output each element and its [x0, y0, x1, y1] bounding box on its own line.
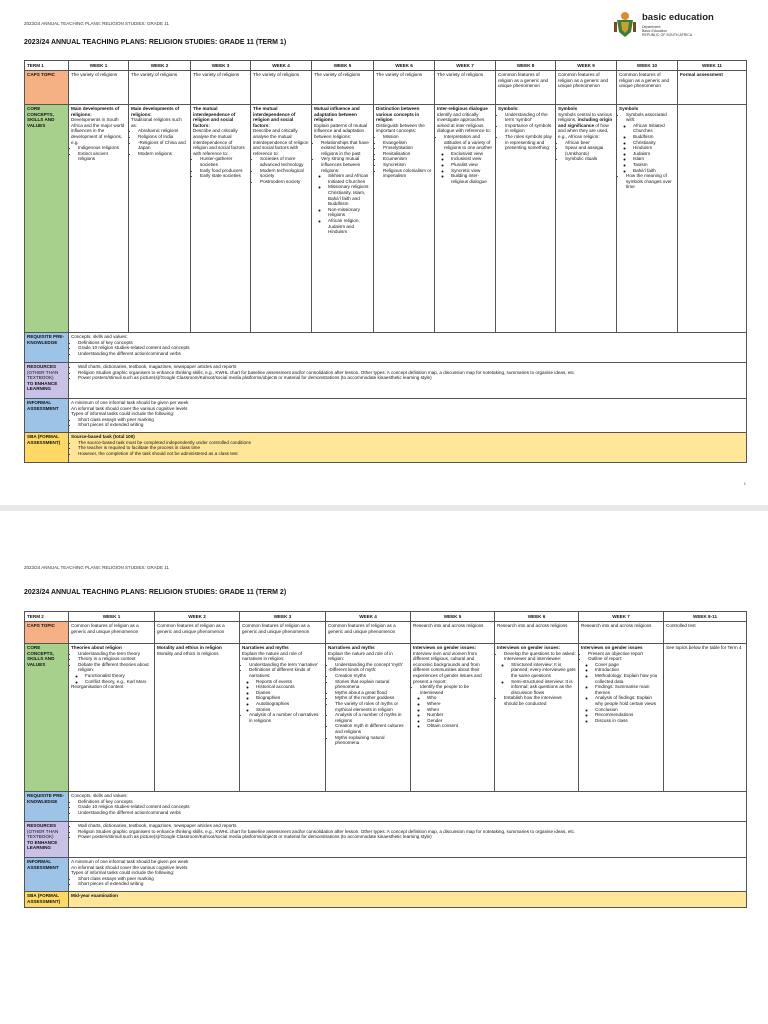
list-item: • Myths explaining natural phenomena: [335, 735, 408, 746]
list-item: ◦ Judaism: [633, 151, 675, 157]
list-item: • Stories that explain natural phenomena: [335, 679, 408, 690]
cell-text: Morality and ethics in religions: [157, 650, 219, 656]
list-item: ◦ Stories: [256, 707, 323, 713]
list-item: • Hunter-gatherer societies: [200, 156, 248, 167]
list-item: • The roles symbols play in representing and presenting something: [505, 134, 553, 151]
list-item: • Short pieces of extended writing: [78, 881, 744, 887]
header-week: WEEK 7: [579, 612, 664, 622]
core-cell-w1: [69, 104, 129, 332]
term1-table: [24, 60, 747, 463]
list-item: ◦ Reports of events: [256, 679, 323, 685]
list-item: • Relationships that have existed between religions in the past: [321, 140, 371, 157]
core-cell-w3: [240, 643, 326, 791]
list-item: • Proselytisation: [383, 145, 432, 151]
list-item: • Religions of India: [138, 134, 188, 140]
caps-cell: Common features of religion as a generic and unique phenomenon: [69, 621, 155, 643]
list-item: • Short class essays with peer marking: [78, 876, 744, 882]
caps-cell: The variety of religions: [435, 70, 496, 104]
req-cell: [69, 332, 747, 362]
list-item: ◦ Christianity: [633, 140, 675, 146]
caps-cell: Common features of religion as a generic and unique phenomenon: [155, 621, 240, 643]
header-week: WEEK 8-11: [664, 612, 747, 622]
list-item: ◦ Non-missionary religions: [328, 207, 371, 218]
list-item: • How the meaning of symbols changes over time: [626, 173, 675, 190]
list-item: • Myths about a great flood: [335, 690, 408, 696]
list-item: • Wall charts, dictionaries, textbook, magazines, newspaper articles and reports: [78, 364, 744, 370]
caps-cell: Common features of religion as a generic and unique phenomenon: [556, 70, 617, 104]
header-week: WEEK 9: [556, 61, 617, 71]
cell-text: Types of informal tasks could include the following:: [71, 411, 175, 417]
core-cell-w8: [664, 643, 747, 791]
list-item: • Understanding the concept 'myth': [335, 662, 408, 668]
req-row: [25, 791, 747, 821]
cell-text: Identify and critically investigate approaches aimed at inter-religious dialogue with reference to:: [437, 111, 491, 134]
list-item: ◦ Where: [427, 701, 492, 707]
cell-text: Interview men and women from different religious, cultural and economic backgrounds and from different communities about their experiences of gender issues and present a report:: [413, 650, 482, 684]
core-label: CORE CONCEPTS, SKILLS AND VALUES: [25, 643, 69, 791]
cell-text: A minimum of one informal task should be given per week: [71, 859, 189, 865]
list-item: • Understanding the different action/command verbs: [78, 351, 744, 357]
list-item: ◦ Biographies: [256, 695, 323, 701]
cell-text: Distinguish between the important concepts:: [376, 122, 425, 134]
core-cell-w2: [155, 643, 240, 791]
page-1: [0, 0, 768, 505]
core-cell-w10: [617, 104, 678, 332]
term2-table: [24, 611, 747, 908]
header-week: WEEK 8: [496, 61, 556, 71]
list-item: • Short pieces of extended writing: [78, 422, 744, 428]
core-label: CORE CONCEPTS, SKILLS AND VALUES: [25, 104, 69, 332]
header-week: WEEK 7: [435, 61, 496, 71]
coat-of-arms-icon: [612, 10, 638, 38]
inf-cell: [69, 857, 747, 891]
core-cell-w4: [251, 104, 312, 332]
caps-cell: The variety of religions: [312, 70, 374, 104]
list-item: ◦ Recommendations: [595, 712, 661, 718]
cell-heading: Distinction between various concepts in religion: [376, 106, 420, 123]
list-item: • Indigenous religions: [78, 145, 126, 151]
cell-heading: Main developments of religions:: [71, 106, 120, 117]
core-cell-w3: [191, 104, 251, 332]
list-item: • Analysis of a number of myths in religions: [335, 712, 408, 723]
header-week: WEEK 1: [69, 612, 155, 622]
list-item: ◦ Who: [427, 695, 492, 701]
list-item: ◦ Analysis of findings: Explain why people hold certain views: [595, 695, 661, 706]
list-item: • The source-based task must be completed independently under controlled conditions: [78, 440, 744, 446]
core-cell-w7: [579, 643, 664, 791]
list-item: ◦ Taoism: [633, 162, 675, 168]
core-cell-w1: [69, 643, 155, 791]
header-week: WEEK 6: [495, 612, 579, 622]
cell-heading: Symbols:: [498, 106, 519, 112]
core-cell-w4: [326, 643, 411, 791]
list-item: • The teacher is required to facilitate the process in class time: [78, 445, 744, 451]
list-item: ◦ African Initiated Churches: [633, 123, 675, 134]
cell-text: Describe and critically analyse the mutual interdependence of religion and social factors with reference to:: [253, 128, 309, 156]
caps-cell: Controlled test: [664, 621, 747, 643]
list-item: ◦ Syncretic view: [451, 168, 493, 174]
list-item: ◦ Sikhism and African Initiated Churches: [328, 173, 371, 184]
list-item: ◦ Obtain consent: [427, 723, 492, 729]
caps-cell: Common features of religion as a generic and unique phenomenon: [496, 70, 556, 104]
cell-text: Symbols central to various religions, including origin and significance of how and when they are used, e.g., African religion:: [558, 111, 613, 140]
cell-heading: Theories about religion: [71, 645, 122, 651]
list-item: • Extinct ancient religions: [78, 151, 126, 162]
cell-heading: The mutual interdependence of religion and social factors:: [193, 106, 236, 128]
header-week: WEEK 3: [240, 612, 326, 622]
core-cell-w5: [411, 643, 495, 791]
list-item: ◦ Number: [427, 712, 492, 718]
list-item: ◦ Structured interview: It is planned; every interviewee gets the same questions: [511, 662, 576, 679]
list-item: • Debate the different theories about religion: ◦ Functionalist theory ◦ Conflict theory, e.g., Karl Marx: [78, 662, 152, 684]
req-label: REQUISITE PRE-KNOWLEDGE: [25, 332, 69, 362]
cell-text: Explain patterns of mutual influence and adaptation between religions:: [314, 122, 368, 140]
inf-label: INFORMAL ASSESSMENT: [25, 398, 69, 432]
cell-text: Describe and critically analyse the mutual interdependence of religion and social factors with reference to:: [193, 128, 245, 156]
header-week: WEEK 5: [312, 61, 374, 71]
list-item: • Abrahamic religions: [138, 128, 188, 134]
list-item: • Understanding of the term 'symbol': [505, 112, 553, 123]
list-item: ◦ Hinduism: [633, 145, 675, 151]
logo-title: basic education: [642, 12, 714, 23]
header-week: WEEK 10: [617, 61, 678, 71]
list-item: • Early food producers: [200, 168, 248, 174]
list-item: ◦ Missionary religions: Christianity, Islam, Bahá'í faith and Buddhism: [328, 184, 371, 206]
list-item: • Power posters/stimuli such as picture(s)/Google Classroom/Kahoot/social media platforms/objects or material for demonstrations (to accommodate kinaesthetic learning style): [78, 834, 744, 840]
list-item: • Modern technological society: [260, 168, 309, 179]
header-week: WEEK 4: [251, 61, 312, 71]
list-item: • Modern religions: [138, 151, 188, 157]
list-item: • The variety of roles of myths or mythical elements in religion: [335, 701, 408, 712]
core-row: [25, 104, 747, 332]
core-cell-w6: [374, 104, 435, 332]
list-item: • Early state societies: [200, 173, 248, 179]
list-item: ◦ Diaries: [256, 690, 323, 696]
list-item: • Very strong mutual influences between religions: ◦ Sikhism and African Initiated Churches ◦ Missionary religions: Christianity, Islam, Bahá'í faith and Buddhism ◦ Non-missionary religions ◦ African religion, Judaism and Hinduism: [321, 156, 371, 234]
list-item: ◦ Discuss in class: [595, 718, 661, 724]
cell-heading: Inter-religious dialogue: [437, 106, 488, 112]
cell-text: See topics below the table for Term 4: [666, 645, 742, 651]
caps-cell: The variety of religions: [191, 70, 251, 104]
logo-sub-2: Basic Education: [642, 29, 668, 33]
cell-heading: Symbols: [558, 106, 578, 112]
cell-text: Reorganisation of content: [71, 684, 124, 690]
core-cell-w8: [496, 104, 556, 332]
page-2: [0, 515, 768, 1024]
core-cell-w7: [435, 104, 496, 332]
core-cell-w5: [312, 104, 374, 332]
inf-label: INFORMAL ASSESSMENT: [25, 857, 69, 891]
list-item: • Develop the questions to be asked: Interviewer and interviewee: ◦ Structured interview: It is planned; every interviewee gets the same questions ◦ Semi-structured interview: It is informal; ask questions as the discussion flows: [504, 651, 576, 696]
cell-text: -Different kinds of myth:: [328, 667, 377, 673]
cell-heading: Narratives and myths: [328, 645, 375, 651]
cell-text: A minimum of one informal task should be given per week: [71, 400, 189, 406]
res-cell: [69, 362, 747, 398]
list-item: • Revitalisation: [383, 151, 432, 157]
caps-cell: The variety of religions: [374, 70, 435, 104]
cell-heading: Mid-year examination: [71, 893, 118, 899]
cell-heading: Main developments of religions:: [131, 106, 180, 117]
res-label: RESOURCES (OTHER THAN TEXTBOOK) TO ENHANCE LEARNING: [25, 362, 69, 398]
cell-text: An informal task should cover the various cognitive levels: [71, 405, 188, 411]
list-item: • Spear and assegai (Umkhonto): [565, 145, 614, 156]
list-item: • Religious colonialism or imperialism: [383, 168, 432, 179]
list-item: • Importance of symbols in religion: [505, 123, 553, 134]
list-item: • Theory in a religious context: [78, 656, 152, 662]
cell-text: Explain the nature and role of narratives in religion:: [242, 650, 303, 662]
list-item: • Postmodern society: [260, 179, 309, 185]
list-item: ◦ African religion, Judaism and Hinduism: [328, 218, 371, 235]
list-item: ◦ Conclusion: [595, 707, 661, 713]
sba-cell: [69, 432, 747, 462]
list-item: • However, the completion of the task should not be administered as a class test: [78, 451, 744, 457]
header-week: WEEK 2: [155, 612, 240, 622]
caps-cell: Common features of religion as a generic and unique phenomenon: [617, 70, 678, 104]
header-week: WEEK 3: [191, 61, 251, 71]
header-week: WEEK 11: [678, 61, 747, 71]
caps-row: [25, 70, 747, 104]
core-cell-w9: [556, 104, 617, 332]
list-item: ◦ Historical accounts: [256, 684, 323, 690]
cell-heading: Interviews on gender issues:: [497, 645, 561, 651]
header-week: WEEK 6: [374, 61, 435, 71]
cell-text: Traditional religions such as:: [131, 117, 182, 128]
list-item: • Understanding the different action/command verbs: [78, 810, 744, 816]
list-item: • -Religions of China and Japan: [138, 140, 188, 151]
list-item: ◦ Methodology: Explain how you collected data: [595, 673, 661, 684]
list-item: • Symbols associated with: ◦ African Initiated Churches ◦ Buddhism ◦ Christianity ◦ Hinduism ◦ Judaism ◦ Islam ◦ Taoism ◦ Bahá'í faith: [626, 112, 675, 174]
cell-heading: Source-based task (total 100): [71, 434, 135, 440]
list-item: ◦ Findings: Summarise main themes: [595, 684, 661, 695]
list-item: • Symbolic rituals: [565, 156, 614, 162]
list-item: • Analysis of a number of narratives in religions: [249, 712, 323, 723]
list-item: • Grade 10 religion studies-related content and concepts: [78, 345, 744, 351]
list-item: • Understanding the term theory: [78, 651, 152, 657]
header-term: TERM 1: [25, 61, 69, 71]
list-item: • Wall charts, dictionaries, textbook, magazines, newspaper articles and reports: [78, 823, 744, 829]
list-item: • Ecumenism: [383, 156, 432, 162]
list-item: • Establish how the interviews should be conducted: [504, 695, 576, 706]
req-label: REQUISITE PRE-KNOWLEDGE: [25, 791, 69, 821]
caps-cell: Research into and across religions: [495, 621, 579, 643]
cell-text: Concepts, skills and values:: [71, 793, 128, 799]
logo-sub-1: Department:: [642, 25, 662, 29]
list-item: ◦ Exclusivist view: [451, 151, 493, 157]
res-row: [25, 821, 747, 857]
caps-label: CAPS TOPIC: [25, 621, 69, 643]
list-item: • Creation myth in different cultures and religions: [335, 723, 408, 734]
cell-heading: Morality and ethics in religion: [157, 645, 222, 651]
page-title: 2023/24 ANNUAL TEACHING PLANS: RELIGION STUDIES: GRADE 11 (TERM 1): [24, 39, 287, 46]
list-item: ◦ Inclusivist view: [451, 156, 493, 162]
list-item: • African beer: [565, 140, 614, 146]
list-item: ◦ Introduction: [595, 667, 661, 673]
caps-row: [25, 621, 747, 643]
list-item: • Religion Studies graphic organisers to enhance thinking skills, e.g., KWHL chart for baseline assessment and/or consolidation after lesson. Other types: A concept definition map, a discussion map for notetaking, summaries to organise ideas, etc.: [78, 370, 744, 376]
core-row: [25, 643, 747, 791]
list-item: ◦ Functionalist theory: [85, 673, 152, 679]
res-label: RESOURCES (OTHER THAN TEXTBOOK) TO ENHANCE LEARNING: [25, 821, 69, 857]
sba-row: [25, 432, 747, 462]
list-item: • Syncretism: [383, 162, 432, 168]
cell-text: Developments in South Africa and the major world influences in the development of religions, e.g.: [71, 117, 125, 145]
cell-heading: Mutual influence and adaptation between religions: [314, 106, 360, 123]
list-item: • Outline of report: ◦ Cover page ◦ Introduction ◦ Methodology: Explain how you collected data ◦ Findings: Summarise main themes ◦ Analysis of findings: Explain why people hold certain views ◦ Conclusion ◦ Recommendations ◦ Discuss in class: [588, 656, 661, 723]
header-week: WEEK 5: [411, 612, 495, 622]
list-item: • Interpretation and attitudes of a variety of religions to one another ◦ Exclusivist view ◦ Inclusivist view ◦ Pluralist view ◦ Syncretic view ◦ Building inter-religious dialogue: [444, 134, 493, 184]
cell-text: Concepts, skills and values:: [71, 334, 128, 340]
page-separator: [0, 505, 768, 511]
list-item: • Evangelism: [383, 140, 432, 146]
list-item: ◦ Cover page: [595, 662, 661, 668]
res-row: [25, 362, 747, 398]
list-item: • Understanding the term 'narrative': [249, 662, 323, 668]
list-item: • Religion Studies graphic organisers to enhance thinking skills, e.g., KWHL chart for baseline assessment and/or consolidation after lesson. Other types: A concept definition map, a discussion map for notetaking, summaries to organise ideas, etc.: [78, 829, 744, 835]
list-item: ◦ Pluralist view: [451, 162, 493, 168]
list-item: ◦ Gender: [427, 718, 492, 724]
sba-label: SBA (FORMAL ASSESSMENT): [25, 891, 69, 907]
header-week: WEEK 4: [326, 612, 411, 622]
logo-sub-3: REPUBLIC OF SOUTH AFRICA: [642, 33, 693, 37]
cell-heading: Interviews on gender issues:: [413, 645, 477, 651]
header-week: WEEK 2: [129, 61, 191, 71]
list-item: ◦ Conflict theory, e.g., Karl Marx: [85, 679, 152, 685]
list-item: • Present an objective report: [588, 651, 661, 657]
sba-cell: [69, 891, 747, 907]
caps-cell: Formal assessment: [678, 70, 747, 104]
list-item: ◦ Bahá'í faith: [633, 168, 675, 174]
req-cell: [69, 791, 747, 821]
list-item: • Creation myths: [335, 673, 408, 679]
header-row: [25, 612, 747, 622]
running-header: 2023/24 ANNUAL TEACHING PLANS: RELIGION STUDIES: GRADE 11: [24, 565, 169, 570]
sba-label: SBA (FORMAL ASSESSMENT): [25, 432, 69, 462]
cell-text: An informal task should cover the various cognitive levels: [71, 864, 188, 870]
header-term: TERM 2: [25, 612, 69, 622]
list-item: • Identify the people to be interviewed ◦ Who ◦ Where ◦ When ◦ Number ◦ Gender ◦ Obtain consent: [420, 684, 492, 729]
caps-cell: Research into and across religions: [411, 621, 495, 643]
caps-cell: Common features of religion as a generic and unique phenomenon: [326, 621, 411, 643]
list-item: • Societies of more advanced technology: [260, 156, 309, 167]
sba-row: [25, 891, 747, 907]
list-item: • Definitions of key concepts: [78, 340, 744, 346]
caps-cell: The variety of religions: [69, 70, 129, 104]
cell-heading: Narratives and myths: [242, 645, 289, 651]
core-cell-w2: [129, 104, 191, 332]
list-item: • Definitions of key concepts: [78, 799, 744, 805]
inf-row: [25, 857, 747, 891]
cell-heading: The mutual interdependence of religion and social factors:: [253, 106, 296, 128]
list-item: • Power posters/stimuli such as picture(s)/Google Classroom/Kahoot/social media platforms/objects or material for demonstrations (to accommodate kinaesthetic learning style): [78, 375, 744, 381]
list-item: ◦ Semi-structured interview: It is informal; ask questions as the discussion flows: [511, 679, 576, 696]
inf-row: [25, 398, 747, 432]
header-week: WEEK 1: [69, 61, 129, 71]
core-cell-w11: [678, 104, 747, 332]
list-item: ◦ Autobiographies: [256, 701, 323, 707]
cell-heading: Interviews on gender issues: [581, 645, 643, 651]
page-title: 2023/24 ANNUAL TEACHING PLANS: RELIGION STUDIES: GRADE 11 (TERM 2): [24, 589, 287, 596]
caps-cell: The variety of religions: [129, 70, 191, 104]
inf-cell: [69, 398, 747, 432]
list-item: • Myths of the mother goddess: [335, 695, 408, 701]
list-item: ◦ Building inter-religious dialogue: [451, 173, 493, 184]
list-item: ◦ When: [427, 707, 492, 713]
core-cell-w6: [495, 643, 579, 791]
list-item: ◦ Buddhism: [633, 134, 675, 140]
caps-label: CAPS TOPIC: [25, 70, 69, 104]
caps-cell: The variety of religions: [251, 70, 312, 104]
list-item: • Mission: [383, 134, 432, 140]
caps-cell: Common features of religion as a generic and unique phenomenon: [240, 621, 326, 643]
list-item: ◦ Islam: [633, 156, 675, 162]
running-header: 2023/24 ANNUAL TEACHING PLANS: RELIGION STUDIES: GRADE 11: [24, 21, 169, 26]
header-row: [25, 61, 747, 71]
req-row: [25, 332, 747, 362]
caps-cell: Research into and across religions: [579, 621, 664, 643]
page-number: 1: [743, 481, 746, 486]
list-item: • Grade 10 religion studies-related content and concepts: [78, 804, 744, 810]
cell-text: Explain the nature and role of in religion:: [328, 650, 393, 662]
list-item: • Short class essays with peer marking: [78, 417, 744, 423]
res-cell: [69, 821, 747, 857]
cell-heading: Symbols: [619, 106, 639, 112]
dbe-logo: [612, 10, 742, 40]
cell-text: Types of informal tasks could include the following:: [71, 870, 175, 876]
list-item: • Definitions of different kinds of narratives: ◦ Reports of events ◦ Historical accounts ◦ Diaries ◦ Biographies ◦ Autobiographies ◦ Stories: [249, 667, 323, 712]
